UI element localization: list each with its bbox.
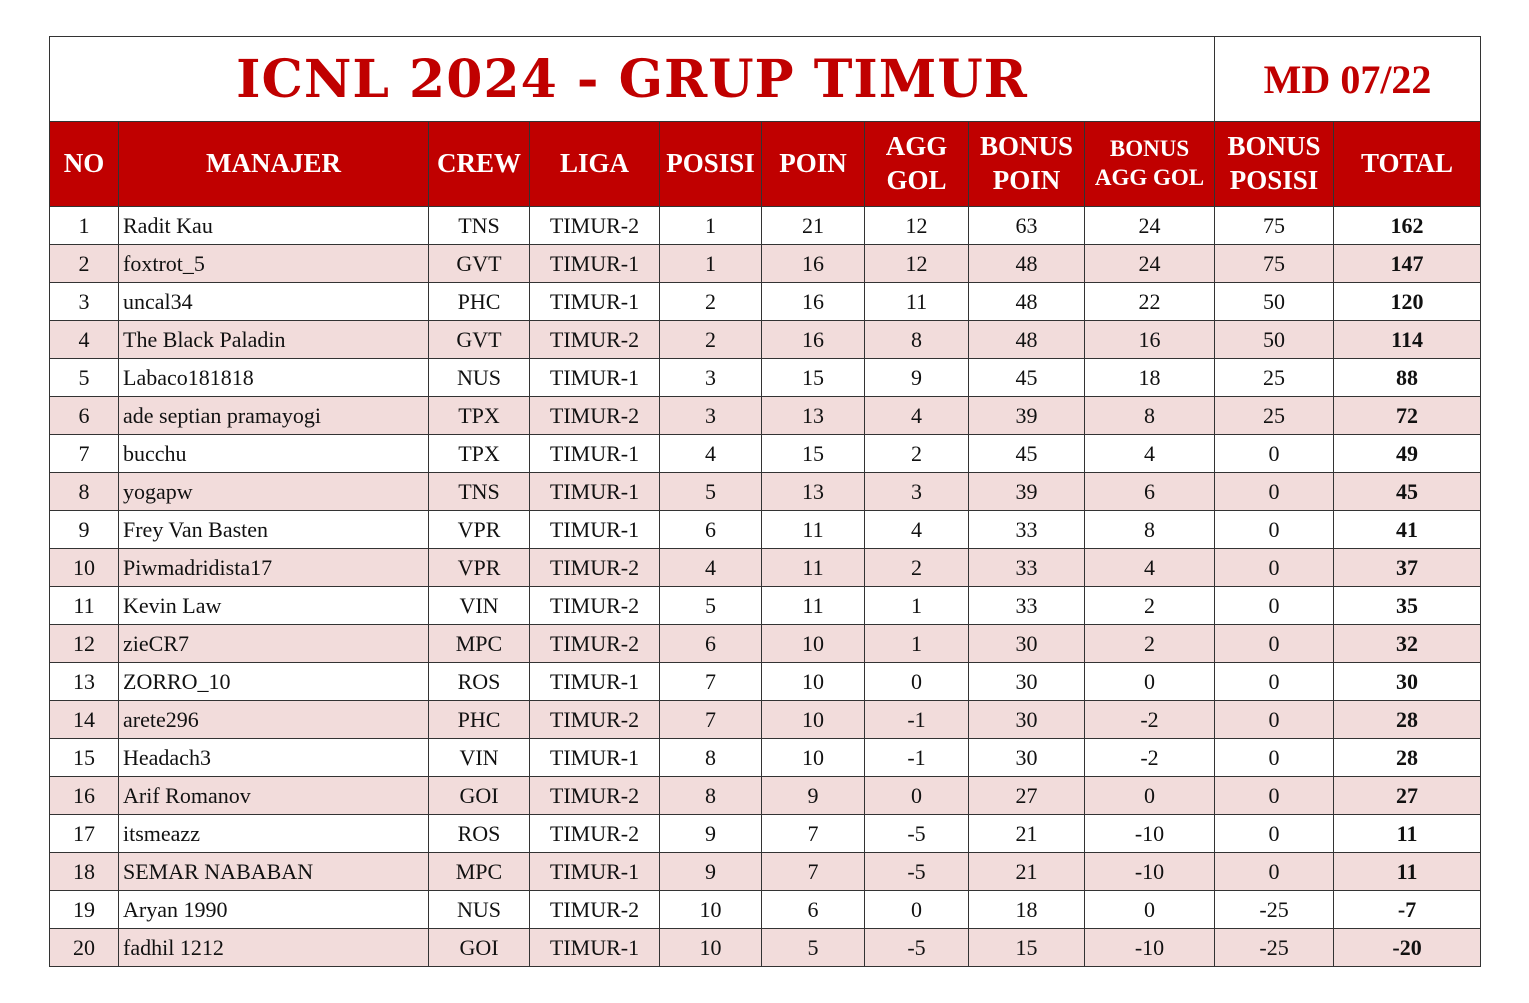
table-row	[50, 853, 1481, 891]
table-row	[50, 701, 1481, 739]
page-title-cell	[50, 37, 1215, 122]
cell-manajer: fadhil 1212	[119, 929, 429, 967]
cell-agg-gol: 0	[865, 663, 969, 701]
cell-total: 28	[1334, 739, 1481, 777]
cell-bonus-agg-gol: 16	[1085, 321, 1215, 359]
cell-no: 10	[50, 549, 119, 587]
cell-crew: VIN	[429, 739, 530, 777]
cell-bonus-poin: 27	[969, 777, 1085, 815]
cell-no: 3	[50, 283, 119, 321]
cell-total: -20	[1334, 929, 1481, 967]
cell-no: 6	[50, 397, 119, 435]
cell-bonus-poin: 39	[969, 473, 1085, 511]
cell-manajer: itsmeazz	[119, 815, 429, 853]
cell-bonus-agg-gol: -2	[1085, 701, 1215, 739]
cell-no: 9	[50, 511, 119, 549]
cell-liga: TIMUR-1	[530, 283, 660, 321]
cell-crew: NUS	[429, 891, 530, 929]
cell-crew: GVT	[429, 245, 530, 283]
cell-bonus-posisi: 0	[1215, 435, 1334, 473]
cell-bonus-poin: 15	[969, 929, 1085, 967]
cell-manajer: bucchu	[119, 435, 429, 473]
cell-bonus-posisi: 50	[1215, 321, 1334, 359]
table-row	[50, 245, 1481, 283]
cell-liga: TIMUR-2	[530, 701, 660, 739]
cell-bonus-poin: 21	[969, 853, 1085, 891]
cell-no: 8	[50, 473, 119, 511]
cell-crew: ROS	[429, 815, 530, 853]
cell-poin: 15	[762, 435, 865, 473]
col-header-agg-gol	[865, 122, 969, 207]
cell-bonus-agg-gol: 4	[1085, 549, 1215, 587]
cell-agg-gol: 3	[865, 473, 969, 511]
cell-crew: MPC	[429, 853, 530, 891]
table-row	[50, 397, 1481, 435]
cell-posisi: 5	[660, 587, 762, 625]
cell-total: 72	[1334, 397, 1481, 435]
cell-liga: TIMUR-1	[530, 435, 660, 473]
header-row	[50, 122, 1481, 207]
table-row	[50, 625, 1481, 663]
cell-liga: TIMUR-1	[530, 359, 660, 397]
table-row	[50, 283, 1481, 321]
col-header-posisi: POSISI	[660, 122, 762, 207]
col-header-bonus-posisi-line2: POSISI	[1229, 165, 1319, 195]
cell-posisi: 8	[660, 739, 762, 777]
cell-posisi: 1	[660, 207, 762, 245]
cell-manajer: zieCR7	[119, 625, 429, 663]
cell-total: 120	[1334, 283, 1481, 321]
cell-no: 14	[50, 701, 119, 739]
col-header-liga: LIGA	[530, 122, 660, 207]
cell-posisi: 10	[660, 929, 762, 967]
cell-crew: TPX	[429, 397, 530, 435]
cell-agg-gol: 0	[865, 777, 969, 815]
cell-bonus-posisi: 75	[1215, 207, 1334, 245]
table-row	[50, 321, 1481, 359]
cell-bonus-agg-gol: 8	[1085, 511, 1215, 549]
table-row	[50, 587, 1481, 625]
cell-posisi: 3	[660, 359, 762, 397]
cell-agg-gol: 12	[865, 245, 969, 283]
cell-manajer: The Black Paladin	[119, 321, 429, 359]
cell-crew: MPC	[429, 625, 530, 663]
cell-liga: TIMUR-2	[530, 625, 660, 663]
cell-poin: 10	[762, 663, 865, 701]
cell-agg-gol: 11	[865, 283, 969, 321]
cell-no: 18	[50, 853, 119, 891]
cell-total: 27	[1334, 777, 1481, 815]
cell-poin: 13	[762, 473, 865, 511]
cell-posisi: 4	[660, 435, 762, 473]
cell-total: 11	[1334, 815, 1481, 853]
cell-liga: TIMUR-2	[530, 815, 660, 853]
matchday-label: MD 07/22	[1263, 56, 1432, 102]
cell-liga: TIMUR-2	[530, 321, 660, 359]
cell-total: 88	[1334, 359, 1481, 397]
table-row	[50, 549, 1481, 587]
cell-posisi: 4	[660, 549, 762, 587]
col-header-bonus-agg-gol-line2: AGG GOL	[1094, 165, 1205, 190]
cell-liga: TIMUR-2	[530, 587, 660, 625]
cell-crew: VPR	[429, 511, 530, 549]
cell-bonus-agg-gol: -10	[1085, 853, 1215, 891]
cell-bonus-posisi: 0	[1215, 549, 1334, 587]
cell-bonus-agg-gol: 4	[1085, 435, 1215, 473]
cell-no: 12	[50, 625, 119, 663]
cell-crew: PHC	[429, 701, 530, 739]
col-header-crew: CREW	[429, 122, 530, 207]
table-row	[50, 663, 1481, 701]
cell-posisi: 6	[660, 625, 762, 663]
cell-agg-gol: 2	[865, 549, 969, 587]
cell-bonus-poin: 63	[969, 207, 1085, 245]
cell-bonus-agg-gol: -10	[1085, 815, 1215, 853]
cell-agg-gol: -1	[865, 739, 969, 777]
table-row	[50, 359, 1481, 397]
cell-agg-gol: 12	[865, 207, 969, 245]
cell-poin: 21	[762, 207, 865, 245]
cell-no: 2	[50, 245, 119, 283]
cell-agg-gol: -5	[865, 929, 969, 967]
cell-manajer: Headach3	[119, 739, 429, 777]
table-row	[50, 929, 1481, 967]
cell-total: 41	[1334, 511, 1481, 549]
cell-bonus-poin: 30	[969, 663, 1085, 701]
cell-bonus-poin: 45	[969, 359, 1085, 397]
cell-bonus-poin: 33	[969, 511, 1085, 549]
cell-crew: GOI	[429, 929, 530, 967]
cell-agg-gol: 1	[865, 587, 969, 625]
cell-agg-gol: -1	[865, 701, 969, 739]
cell-bonus-posisi: 0	[1215, 511, 1334, 549]
cell-posisi: 8	[660, 777, 762, 815]
cell-bonus-poin: 18	[969, 891, 1085, 929]
table-row	[50, 207, 1481, 245]
cell-posisi: 3	[660, 397, 762, 435]
cell-no: 16	[50, 777, 119, 815]
cell-posisi: 10	[660, 891, 762, 929]
cell-posisi: 2	[660, 283, 762, 321]
cell-posisi: 9	[660, 853, 762, 891]
cell-bonus-poin: 30	[969, 625, 1085, 663]
cell-poin: 11	[762, 587, 865, 625]
cell-liga: TIMUR-1	[530, 663, 660, 701]
cell-manajer: SEMAR NABABAN	[119, 853, 429, 891]
cell-no: 7	[50, 435, 119, 473]
cell-bonus-poin: 30	[969, 739, 1085, 777]
cell-no: 19	[50, 891, 119, 929]
cell-poin: 16	[762, 321, 865, 359]
cell-bonus-posisi: 0	[1215, 739, 1334, 777]
cell-manajer: Labaco181818	[119, 359, 429, 397]
cell-poin: 11	[762, 549, 865, 587]
cell-bonus-poin: 21	[969, 815, 1085, 853]
cell-total: 49	[1334, 435, 1481, 473]
cell-manajer: foxtrot_5	[119, 245, 429, 283]
cell-poin: 10	[762, 739, 865, 777]
cell-poin: 10	[762, 625, 865, 663]
cell-bonus-posisi: 0	[1215, 815, 1334, 853]
cell-liga: TIMUR-2	[530, 549, 660, 587]
col-header-bonus-agg-gol-line1: BONUS	[1109, 136, 1190, 162]
cell-crew: GVT	[429, 321, 530, 359]
cell-bonus-agg-gol: 0	[1085, 891, 1215, 929]
cell-agg-gol: 9	[865, 359, 969, 397]
cell-poin: 9	[762, 777, 865, 815]
cell-liga: TIMUR-1	[530, 245, 660, 283]
cell-bonus-posisi: -25	[1215, 891, 1334, 929]
col-header-total: TOTAL	[1334, 122, 1481, 207]
cell-bonus-poin: 33	[969, 587, 1085, 625]
cell-total: 35	[1334, 587, 1481, 625]
standings-sheet	[49, 36, 1480, 967]
cell-crew: TNS	[429, 473, 530, 511]
cell-bonus-posisi: 25	[1215, 397, 1334, 435]
page-title: ICNL 2024 - GRUP TIMUR	[236, 48, 1028, 110]
cell-liga: TIMUR-2	[530, 397, 660, 435]
cell-agg-gol: -5	[865, 853, 969, 891]
cell-liga: TIMUR-2	[530, 207, 660, 245]
table-row	[50, 815, 1481, 853]
cell-bonus-agg-gol: 24	[1085, 245, 1215, 283]
col-header-manajer: MANAJER	[119, 122, 429, 207]
cell-agg-gol: 1	[865, 625, 969, 663]
table-row	[50, 777, 1481, 815]
cell-manajer: Kevin Law	[119, 587, 429, 625]
cell-total: 162	[1334, 207, 1481, 245]
cell-bonus-agg-gol: 2	[1085, 587, 1215, 625]
cell-liga: TIMUR-1	[530, 511, 660, 549]
cell-bonus-poin: 39	[969, 397, 1085, 435]
cell-bonus-poin: 48	[969, 283, 1085, 321]
cell-bonus-agg-gol: -2	[1085, 739, 1215, 777]
cell-total: 32	[1334, 625, 1481, 663]
cell-bonus-agg-gol: 6	[1085, 473, 1215, 511]
col-header-bonus-posisi-line1: BONUS	[1227, 131, 1321, 162]
cell-manajer: yogapw	[119, 473, 429, 511]
cell-manajer: uncal34	[119, 283, 429, 321]
cell-bonus-posisi: 0	[1215, 473, 1334, 511]
table-row	[50, 891, 1481, 929]
cell-no: 17	[50, 815, 119, 853]
cell-bonus-posisi: 25	[1215, 359, 1334, 397]
cell-liga: TIMUR-1	[530, 853, 660, 891]
cell-no: 15	[50, 739, 119, 777]
cell-bonus-agg-gol: 8	[1085, 397, 1215, 435]
cell-crew: TPX	[429, 435, 530, 473]
cell-agg-gol: 2	[865, 435, 969, 473]
col-header-bonus-poin-line1: BONUS	[979, 131, 1074, 162]
cell-posisi: 5	[660, 473, 762, 511]
matchday-cell	[1215, 37, 1481, 122]
cell-total: -7	[1334, 891, 1481, 929]
cell-bonus-poin: 30	[969, 701, 1085, 739]
cell-agg-gol: 4	[865, 511, 969, 549]
table-row	[50, 473, 1481, 511]
cell-no: 4	[50, 321, 119, 359]
cell-bonus-posisi: 0	[1215, 625, 1334, 663]
cell-bonus-agg-gol: -10	[1085, 929, 1215, 967]
cell-manajer: Frey Van Basten	[119, 511, 429, 549]
cell-agg-gol: 0	[865, 891, 969, 929]
cell-crew: TNS	[429, 207, 530, 245]
cell-crew: ROS	[429, 663, 530, 701]
cell-total: 147	[1334, 245, 1481, 283]
cell-poin: 16	[762, 283, 865, 321]
cell-poin: 10	[762, 701, 865, 739]
standings-table	[49, 36, 1481, 967]
cell-total: 37	[1334, 549, 1481, 587]
cell-poin: 16	[762, 245, 865, 283]
cell-crew: VIN	[429, 587, 530, 625]
cell-manajer: Piwmadridista17	[119, 549, 429, 587]
col-header-poin: POIN	[762, 122, 865, 207]
cell-bonus-posisi: 75	[1215, 245, 1334, 283]
cell-posisi: 1	[660, 245, 762, 283]
cell-poin: 13	[762, 397, 865, 435]
cell-total: 28	[1334, 701, 1481, 739]
cell-posisi: 6	[660, 511, 762, 549]
col-header-bonus-poin	[969, 122, 1085, 207]
cell-manajer: Aryan 1990	[119, 891, 429, 929]
cell-crew: VPR	[429, 549, 530, 587]
cell-bonus-poin: 33	[969, 549, 1085, 587]
cell-manajer: ade septian pramayogi	[119, 397, 429, 435]
cell-liga: TIMUR-2	[530, 777, 660, 815]
col-header-agg-gol-line2: GOL	[886, 165, 947, 195]
cell-bonus-agg-gol: 22	[1085, 283, 1215, 321]
cell-poin: 5	[762, 929, 865, 967]
cell-no: 5	[50, 359, 119, 397]
cell-manajer: Radit Kau	[119, 207, 429, 245]
cell-posisi: 7	[660, 663, 762, 701]
cell-bonus-posisi: 0	[1215, 701, 1334, 739]
cell-total: 45	[1334, 473, 1481, 511]
cell-manajer: ZORRO_10	[119, 663, 429, 701]
col-header-bonus-posisi	[1215, 122, 1334, 207]
cell-total: 11	[1334, 853, 1481, 891]
cell-bonus-posisi: -25	[1215, 929, 1334, 967]
col-header-agg-gol-line1: AGG	[885, 131, 948, 162]
cell-manajer: arete296	[119, 701, 429, 739]
cell-agg-gol: 8	[865, 321, 969, 359]
title-row	[50, 37, 1481, 122]
cell-bonus-agg-gol: 2	[1085, 625, 1215, 663]
cell-liga: TIMUR-2	[530, 891, 660, 929]
cell-bonus-posisi: 50	[1215, 283, 1334, 321]
cell-bonus-poin: 48	[969, 245, 1085, 283]
cell-posisi: 2	[660, 321, 762, 359]
cell-no: 20	[50, 929, 119, 967]
cell-liga: TIMUR-1	[530, 739, 660, 777]
cell-no: 11	[50, 587, 119, 625]
cell-poin: 7	[762, 853, 865, 891]
table-row	[50, 435, 1481, 473]
cell-poin: 6	[762, 891, 865, 929]
cell-liga: TIMUR-1	[530, 473, 660, 511]
cell-poin: 7	[762, 815, 865, 853]
cell-posisi: 7	[660, 701, 762, 739]
cell-bonus-posisi: 0	[1215, 663, 1334, 701]
cell-posisi: 9	[660, 815, 762, 853]
cell-bonus-posisi: 0	[1215, 853, 1334, 891]
col-header-bonus-agg-gol	[1085, 122, 1215, 207]
cell-bonus-poin: 48	[969, 321, 1085, 359]
table-row	[50, 739, 1481, 777]
cell-bonus-agg-gol: 0	[1085, 663, 1215, 701]
cell-crew: PHC	[429, 283, 530, 321]
cell-bonus-agg-gol: 18	[1085, 359, 1215, 397]
cell-total: 30	[1334, 663, 1481, 701]
cell-crew: NUS	[429, 359, 530, 397]
cell-poin: 15	[762, 359, 865, 397]
cell-bonus-poin: 45	[969, 435, 1085, 473]
cell-crew: GOI	[429, 777, 530, 815]
cell-no: 1	[50, 207, 119, 245]
cell-total: 114	[1334, 321, 1481, 359]
cell-no: 13	[50, 663, 119, 701]
cell-bonus-agg-gol: 24	[1085, 207, 1215, 245]
cell-agg-gol: 4	[865, 397, 969, 435]
cell-bonus-posisi: 0	[1215, 587, 1334, 625]
cell-poin: 11	[762, 511, 865, 549]
cell-liga: TIMUR-1	[530, 929, 660, 967]
cell-agg-gol: -5	[865, 815, 969, 853]
col-header-no: NO	[50, 122, 119, 207]
col-header-bonus-poin-line2: POIN	[992, 165, 1061, 195]
table-row	[50, 511, 1481, 549]
cell-bonus-posisi: 0	[1215, 777, 1334, 815]
cell-bonus-agg-gol: 0	[1085, 777, 1215, 815]
cell-manajer: Arif Romanov	[119, 777, 429, 815]
